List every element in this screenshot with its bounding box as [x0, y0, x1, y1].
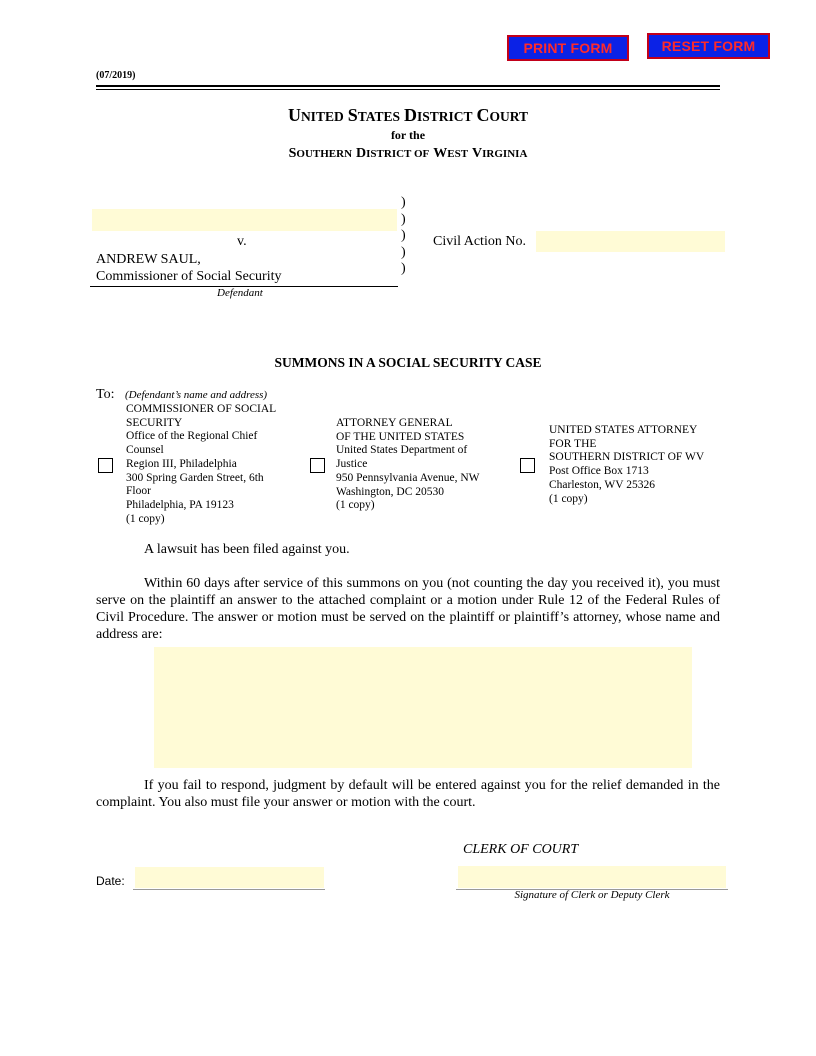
versus-text: v. — [237, 234, 247, 249]
recipient-1-checkbox[interactable] — [98, 458, 113, 473]
date-input[interactable] — [135, 867, 324, 888]
recipient-3-address: UNITED STATES ATTORNEY FOR THE SOUTHERN DISTRICT OF WV Post Office Box 1713 Charleston, WV 25326 (1 copy) — [549, 424, 705, 505]
summons-title: SUMMONS IN A SOCIAL SECURITY CASE — [274, 355, 542, 370]
caption-parens: ) ) ) ) ) — [401, 195, 406, 276]
header-rule-bottom — [96, 89, 720, 90]
lawsuit-notice: A lawsuit has been filed against you. — [144, 542, 350, 557]
civil-action-label: Civil Action No. — [433, 234, 526, 249]
default-judgment-warning: If you fail to respond, judgment by default will be entered against you for the relief demanded in the complaint. You also must file your answer or motion with the court. — [96, 778, 720, 810]
civil-action-number-input[interactable] — [536, 231, 725, 252]
reset-form-button[interactable]: RESET FORM — [647, 33, 770, 59]
date-underline — [133, 889, 325, 890]
recipient-2-address: ATTORNEY GENERAL OF THE UNITED STATES United States Department of Justice 950 Pennsylvania Avenue, NW Washington, DC 20530 (1 copy) — [336, 417, 480, 512]
district-name: SOUTHERN DISTRICT OF WEST VIRGINIA — [288, 146, 528, 161]
response-instructions: Within 60 days after service of this summons on you (not counting the day you received it), you must serve on the plaintiff an answer to the attached complaint or a motion under Rule 12 of the Federal Rules of Civil Procedure. The answer or motion must be served on the plaintiff or plaintiff’s attorney, whose name and address are: — [96, 576, 720, 642]
to-label: To: — [96, 387, 115, 402]
print-form-button[interactable]: PRINT FORM — [507, 35, 629, 61]
for-the: for the — [390, 128, 426, 142]
plaintiff-input[interactable] — [92, 209, 397, 231]
date-label: Date: — [96, 874, 125, 888]
court-title: UNITED STATES DISTRICT COURT — [287, 105, 529, 125]
clerk-of-court-label: CLERK OF COURT — [463, 842, 579, 857]
to-hint: (Defendant’s name and address) — [125, 389, 268, 401]
recipient-3-checkbox[interactable] — [520, 458, 535, 473]
form-version: (07/2019) — [96, 70, 136, 81]
recipient-1-address: COMMISSIONER OF SOCIAL SECURITY Office of the Regional Chief Counsel Region III, Philadelphia 300 Spring Garden Street, 6th Floor Philadelphia, PA 19123 (1 copy) — [126, 403, 277, 525]
defendant-name: ANDREW SAUL, — [96, 252, 201, 267]
recipient-2-checkbox[interactable] — [310, 458, 325, 473]
header-rule-top — [96, 85, 720, 87]
signature-label: Signature of Clerk or Deputy Clerk — [514, 889, 670, 901]
defendant-title: Commissioner of Social Security — [96, 269, 282, 284]
clerk-signature-input[interactable] — [458, 866, 726, 888]
defendant-label: Defendant — [217, 287, 263, 299]
plaintiff-attorney-textarea[interactable] — [154, 647, 692, 768]
